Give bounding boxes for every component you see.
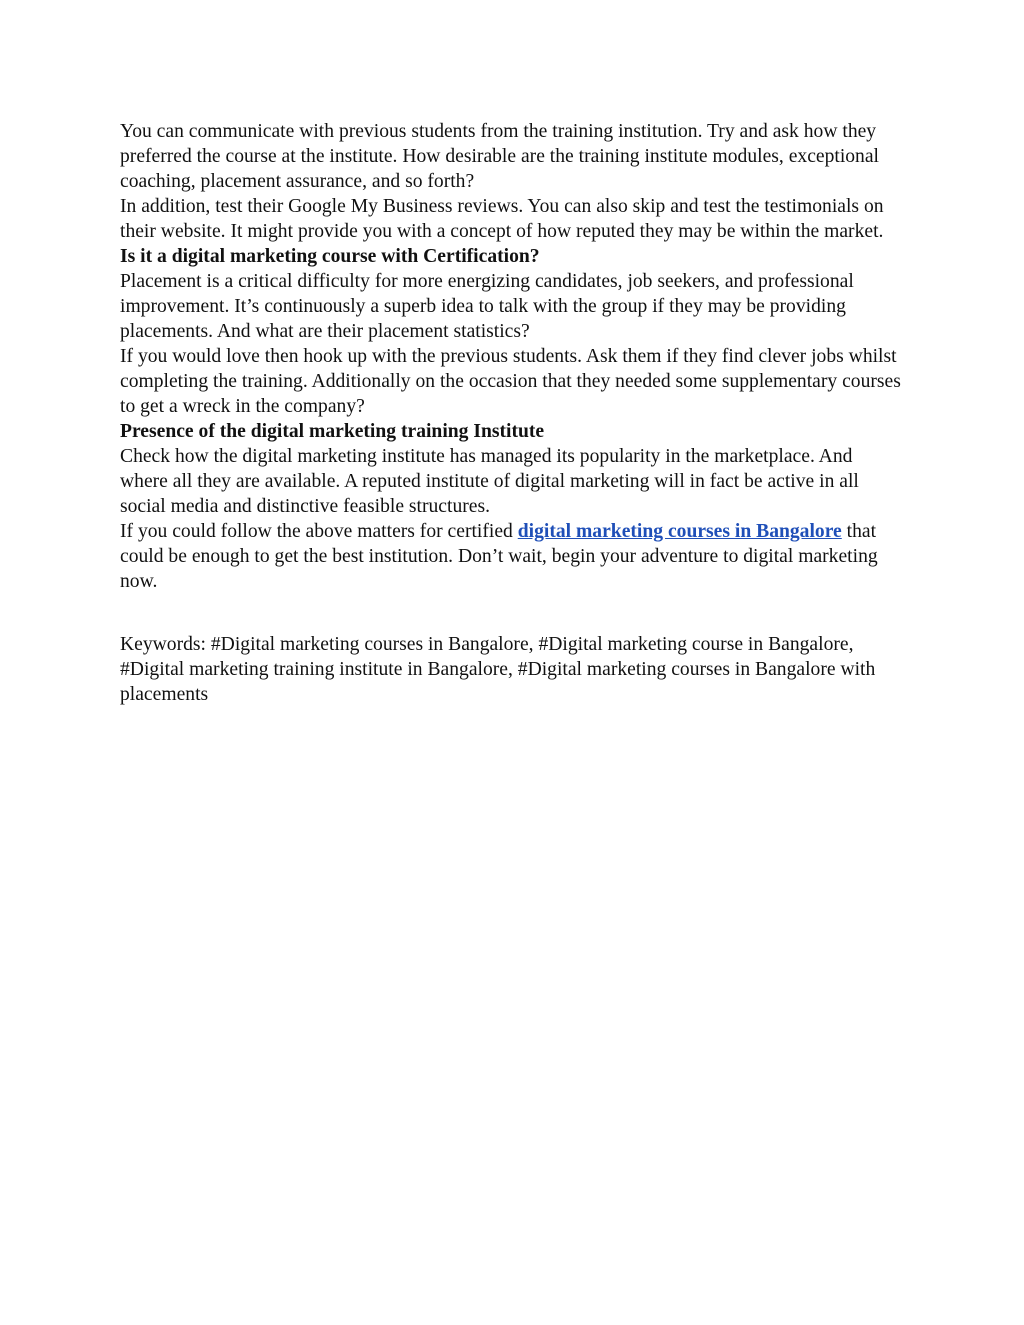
paragraph-previous-students: You can communicate with previous students from the training institution. Try and ask how they preferred the course at the institute. How desirable are the training institute modules, exceptional coaching, placement assurance, and so forth? [120, 121, 879, 192]
paragraph-google-reviews: In addition, test their Google My Business reviews. You can also skip and test the testimonials on their website. It might provide you with a concept of how reputed they may be within the market. [120, 196, 884, 242]
document-page [120, 119, 904, 707]
heading-certification: Is it a digital marketing course with Certification? [120, 246, 540, 267]
paragraph-hook-up: If you would love then hook up with the previous students. Ask them if they find clever jobs whilst completing the training. Additionally on the occasion that they needed some supplementary courses to get a wreck in the company? [120, 346, 901, 417]
paragraph-check-popularity: Check how the digital marketing institute has managed its popularity in the marketplace. And where all they are available. A reputed institute of digital marketing will in fact be active in all social media and distinctive feasible structures. [120, 446, 859, 517]
keywords-paragraph: Keywords: #Digital marketing courses in Bangalore, #Digital marketing course in Bangalore, #Digital marketing training institute in Bangalore, #Digital marketing courses in Bangalore with placements [120, 634, 876, 705]
conclusion-text-end: that could be enough to get the best institution. Don’t wait, begin your adventure to digital marketing now. [120, 521, 878, 592]
conclusion-text-start: If you could follow the above matters for certified [120, 521, 518, 542]
heading-presence: Presence of the digital marketing training Institute [120, 421, 545, 442]
digital-marketing-courses-link[interactable]: digital marketing courses in Bangalore [517, 521, 842, 542]
paragraph-conclusion [120, 519, 904, 594]
paragraph-placement: Placement is a critical difficulty for more energizing candidates, job seekers, and professional improvement. It’s continuously a superb idea to talk with the group if they may be providing placements. And what are their placement statistics? [120, 271, 854, 342]
